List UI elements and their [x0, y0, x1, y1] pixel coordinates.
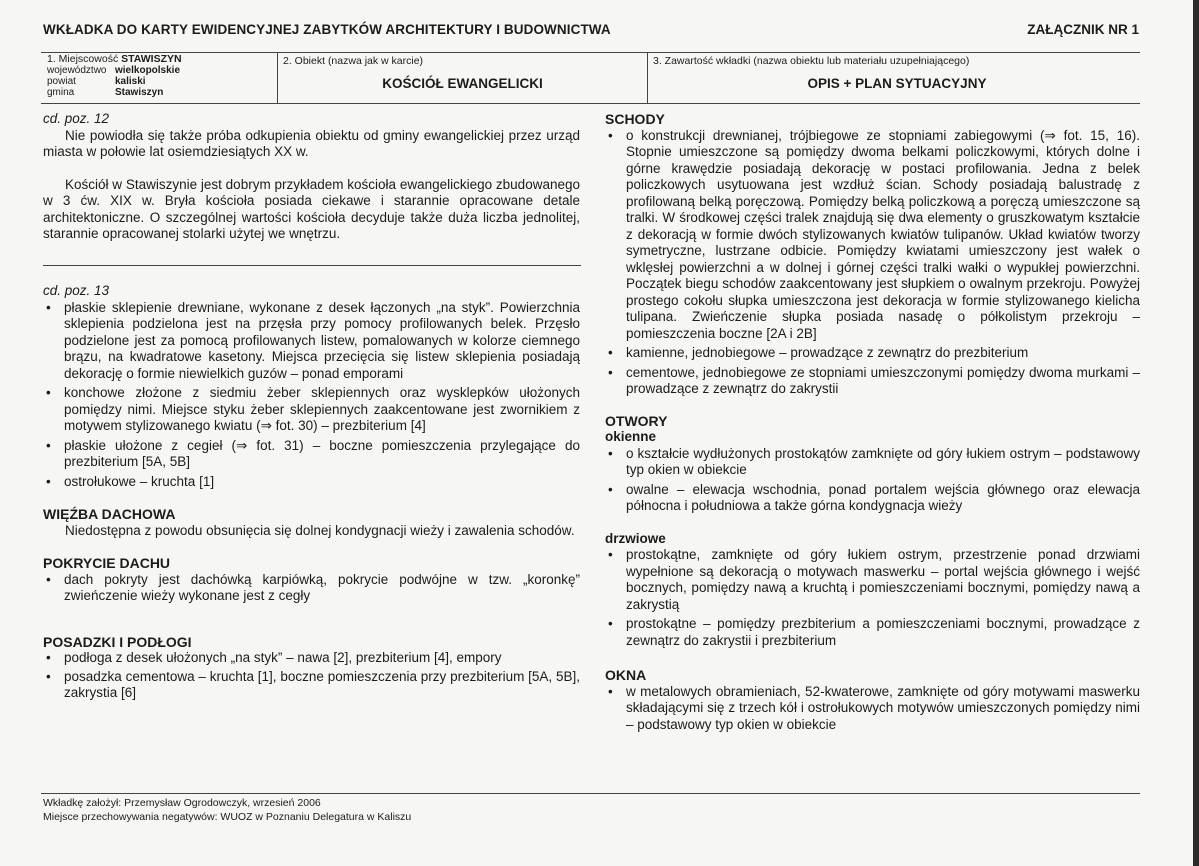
footer-rule — [41, 793, 1140, 794]
header-bottom-rule — [41, 103, 1140, 104]
list-item: • prostokątne, zamknięte od góry łukiem ostrym, przestrzenie ponad drzwiami wypełnione są dekoracją o motywach maswerku – portal wejścia głównego i wejść bocznych, pomiędzy nawą a kruchtą i pomieszczeniami bocznymi, pomiędzy nawą a zakrystią — [605, 547, 1140, 613]
annex-label: ZAŁĄCZNIK NR 1 — [1027, 22, 1139, 37]
openings-heading: OTWORY — [605, 412, 668, 429]
door-openings-heading: drzwiowe — [605, 530, 666, 546]
roof-truss-heading: WIĘŹBA DACHOWA — [43, 506, 176, 522]
header-top-rule — [41, 52, 1140, 53]
list-item: • o konstrukcji drewnianej, trójbiegowe ze stopniami zabiegowymi (⇒ fot. 15, 16). Stopnie umieszczone są pomiędzy dwoma belkami policzkowymi, których dolne i górne krawędzie posiadają dekorację w postaci profilowania. Jedna z belek policzkowych usytuowana jest wzdłuż ścian. Schody posiadają balustradę z profilowaną belką poręczową. Pomiędzy belką policzkową a poręczą umieszczone są tralki. W środkowej części tralek znajdują się dwa elementy o gruszkowatym kształcie z dekoracją w formie dwóch stylizowanych kwiatów tulipanów. Układ kwiatów tworzy symetryczne, lustrzane odbicie. Pomiędzy kwiatami umieszczony jest wałek o wklęsłej powierzchni a w dolnej i górnej części tralki wałki o wypukłej powierzchni. Początek biegu schodów zaakcentowany jest słupkiem o owalnym przekroju. Powyżej prostego cokołu słupka umieszczona jest dekoracja w formie stylizowanego kielicha tulipana. Zwieńczenie słupka posiada nasadę o półkolistym przekroju – pomieszczenia boczne [2A i 2B] — [605, 128, 1140, 343]
stairs-heading: SCHODY — [605, 111, 665, 127]
windows-heading: OKNA — [605, 667, 647, 683]
commune-row — [47, 87, 277, 98]
county-value: kaliski — [115, 76, 146, 87]
roof-truss-text: Niedostępna z powodu obsunięcia się dolnej kondygnacji wieży i zawalenia schodów. — [65, 522, 575, 538]
list-item: • w metalowych obramieniach, 52-kwaterowe, zamknięte od góry motywami maswerku składającymi się z trzech kół i ostrołukowych motywów umieszczonych pomiędzy nimi – podstawowy typ okien w obiekcie — [605, 684, 1140, 734]
locality-label: 1. Miejscowość — [47, 53, 119, 65]
left-column-lower — [43, 283, 580, 702]
poz12-paragraph-2: Kościół w Stawiszynie jest dobrym przykładem kościoła ewangelickiego zbudowanego w 3 ćw. XIX w. Bryła kościoła posiada ciekawe i starannie opracowane detale architektoniczne. O szczególnej wartości kościoła decyduje także duża liczba jednolitej, starannie opracowanej stolarki użytej we wnętrzu. — [43, 176, 580, 241]
poz13-heading: cd. poz. 13 — [43, 283, 110, 298]
commune-label: gmina — [47, 87, 75, 98]
voivodeship-value: wielkopolskie — [115, 65, 181, 76]
vault-list — [43, 300, 580, 491]
list-item: • cementowe, jednobiegowe ze stopniami umieszczonymi pomiędzy dwoma murkami – prowadzące z zewnątrz do zakrystii — [605, 365, 1140, 398]
list-item: • płaskie sklepienie drewniane, wykonane z desek łączonych „na styk”. Powierzchnia sklepienia podzielona jest na przęsła przy pomocy profilowanych belek. Przęsło podzielone jest za pomocą profilowanych listew, pomalowanych w kolorze ciemnego brązu, na kwadratowe kasetony. Miejsca przecięcia się listew sklepienia posiadają dekorację o formie niewielkich guzów – ponad emporami — [43, 300, 580, 383]
footer — [43, 796, 411, 824]
window-openings-heading: okienne — [605, 429, 657, 444]
poz12-heading: cd. poz. 12 — [43, 111, 110, 126]
list-item: • posadzka cementowa – kruchta [1], boczne pomieszczenia przy prezbiterium [5A, 5B], zakrystia [6] — [43, 669, 580, 702]
spacer — [43, 161, 580, 177]
county-label: powiat — [47, 76, 76, 87]
left-column — [43, 111, 580, 243]
footer-negatives-location: Miejsce przechowywania negatywów: WUOZ w Poznaniu Delegatura w Kaliszu — [43, 811, 412, 823]
stairs-list — [605, 128, 1140, 398]
footer-author: Wkładkę założył: Przemysław Ogrodowczyk, wrzesień 2006 — [43, 797, 321, 809]
locality-row — [47, 54, 277, 65]
content-value: OPIS + PLAN SYTUACYJNY — [807, 76, 987, 91]
document-title: WKŁADKA DO KARTY EWIDENCYJNEJ ZABYTKÓW ARCHITEKTURY I BUDOWNICTWA — [43, 22, 611, 37]
voivodeship-row — [47, 65, 277, 76]
windows-list — [605, 684, 1140, 734]
list-item: • ostrołukowe – kruchta [1] — [43, 474, 580, 491]
floors-heading: POSADZKI I PODŁOGI — [43, 633, 192, 650]
right-column — [605, 111, 1140, 733]
voivodeship-label: województwo — [47, 65, 107, 76]
object-value: KOŚCIÓŁ EWANGELICKI — [382, 76, 543, 91]
list-item: • owalne – elewacja wschodnia, ponad portalem wejścia głównego oraz elewacja północna i południowa a także górna kondygnacja wieży — [605, 482, 1140, 515]
county-row — [47, 76, 277, 87]
locality-value: STAWISZYN — [121, 53, 182, 65]
floors-list — [43, 650, 580, 702]
commune-value: Stawiszyn — [115, 87, 164, 98]
list-item: • o kształcie wydłużonych prostokątów zamknięte od góry łukiem ostrym – podstawowy typ okien w obiekcie — [605, 446, 1140, 479]
content-label: 3. Zawartość wkładki (nazwa obiektu lub materiału uzupełniającego) — [653, 55, 970, 67]
list-item: • podłoga z desek ułożonych „na styk” – nawa [2], prezbiterium [4], empory — [43, 650, 580, 667]
poz12-paragraph-1: Nie powiodła się także próba odkupienia obiektu od gminy ewangelickiej przez urząd miasta w połowie lat osiemdziesiątych XX w. — [43, 127, 580, 159]
list-item: • kamienne, jednobiegowe – prowadzące z zewnątrz do prezbiterium — [605, 345, 1140, 362]
roofing-list — [43, 572, 580, 605]
list-item: • prostokątne – pomiędzy prezbiterium a pomieszczeniami bocznymi, prowadzące z zewnątrz do zakrystii i prezbiterium — [605, 616, 1140, 649]
location-box — [47, 54, 277, 98]
window-openings-list — [605, 446, 1140, 515]
list-item: • dach pokryty jest dachówką karpiówką, pokrycie podwójne w tzw. „koronkę” zwieńczenie wieży wykonane jest z cegły — [43, 572, 580, 605]
object-label: 2. Obiekt (nazwa jak w karcie) — [283, 55, 424, 67]
door-openings-list — [605, 547, 1140, 649]
roofing-heading: POKRYCIE DACHU — [43, 555, 171, 571]
list-item: • płaskie ułożone z cegieł (⇒ fot. 31) – boczne pomieszczenia przylegające do prezbiterium [5A, 5B] — [43, 438, 580, 471]
list-item: • konchowe złożone z siedmiu żeber sklepiennych oraz wysklepków ułożonych pomiędzy nimi. Miejsce styku żeber sklepiennych zaakcentowane jest zwornikiem z motywem stylizowanego kwiatu (⇒ fot. 30) – prezbiterium [4] — [43, 385, 580, 435]
section-separator — [43, 265, 581, 266]
